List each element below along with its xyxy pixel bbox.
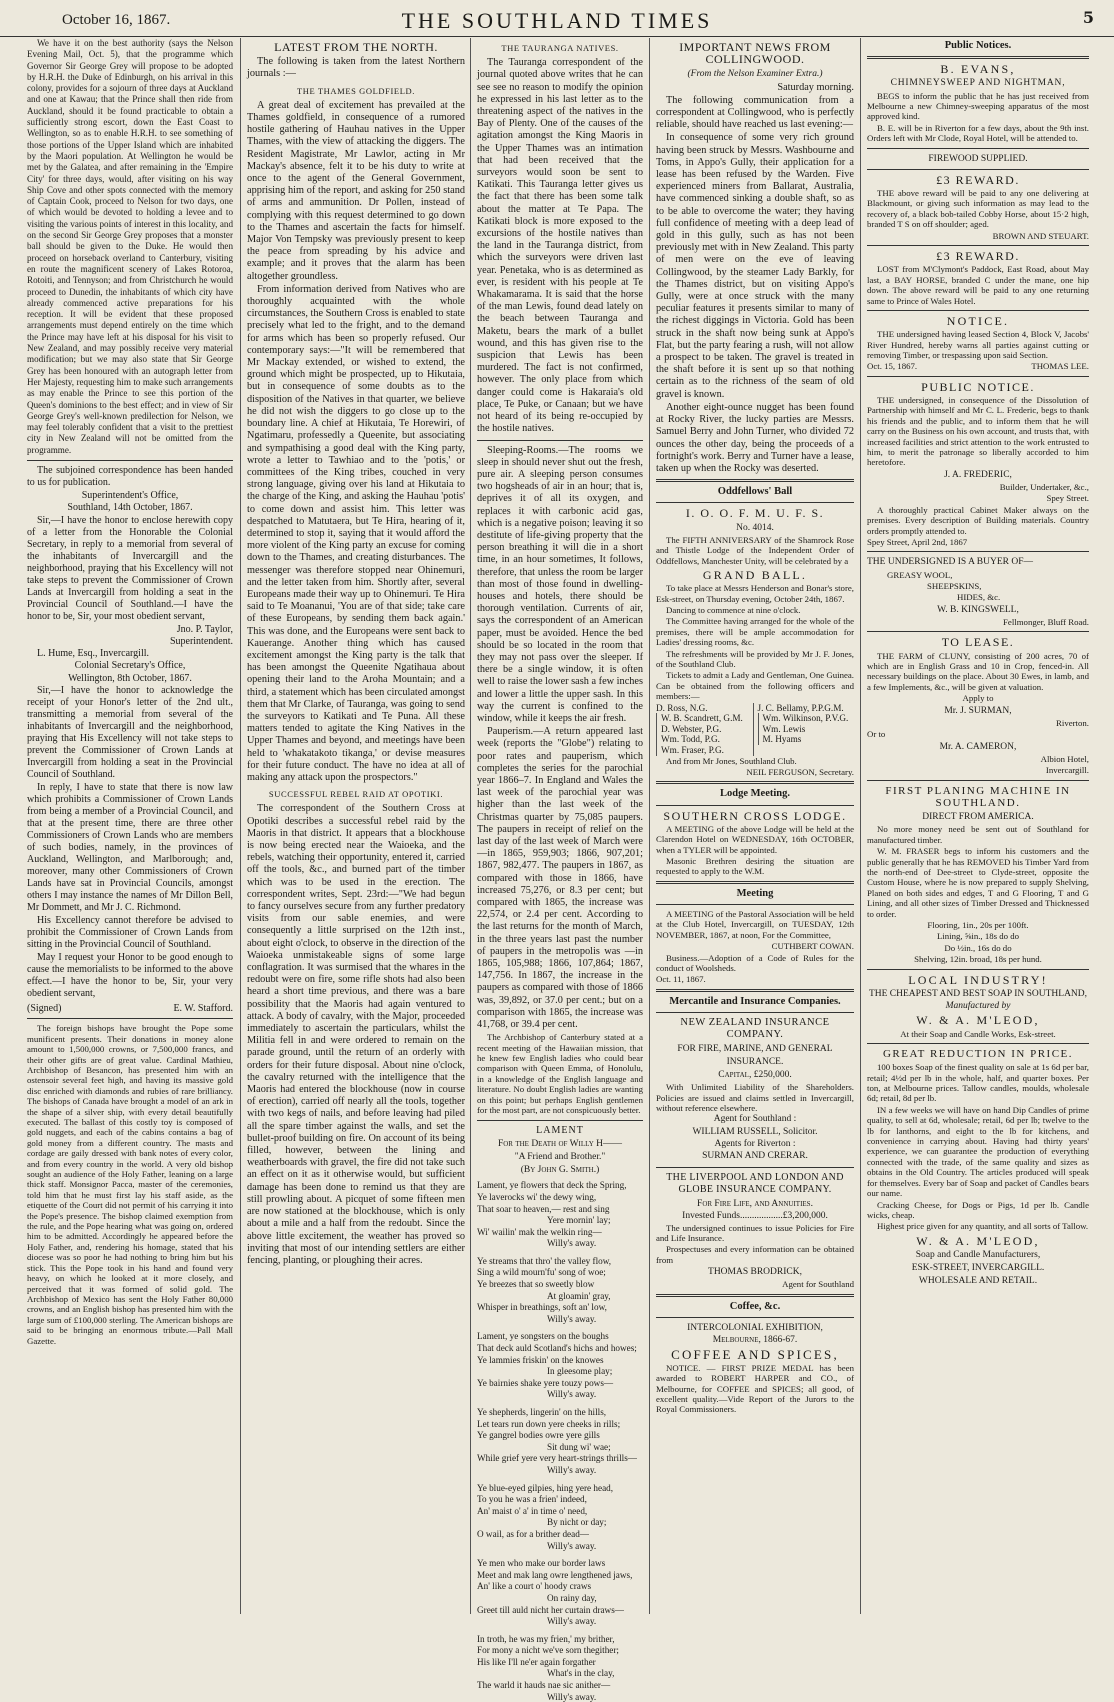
divider — [656, 881, 854, 884]
poem-line: At gloamin' gray, — [547, 1290, 611, 1301]
nz-agents2-name: SURMAN AND CRERAR. — [702, 1151, 808, 1162]
letter2-office: Colonial Secretary's Office, — [74, 660, 186, 672]
buyer-item: GREASY WOOL, — [887, 569, 953, 580]
divider — [477, 1120, 643, 1121]
nz-agent-label: Agent for Southland : — [713, 1114, 797, 1125]
cameron-name: Mr. A. CAMERON, — [939, 741, 1017, 752]
latest-north-heading: LATEST FROM THE NORTH. — [274, 40, 438, 54]
letter2-signature — [27, 1003, 233, 1014]
poem-line: To you he was a frien' indeed, — [477, 1494, 587, 1505]
stanza-gap — [477, 1401, 643, 1406]
meeting-banner: Meeting — [736, 887, 774, 899]
ball-tickets: Tickets to admit a Lady and Gentleman, One Guinea. Can be obtained from the following officers and members:— — [656, 670, 854, 702]
poem-line: Ye laverocks wi' the dewy wing, — [477, 1191, 597, 1202]
nz-agent-name: WILLIAM RUSSELL, Solicitor. — [692, 1126, 818, 1137]
meeting-signature: CUTHBERT COWAN. — [771, 941, 854, 952]
thames-para-2: From information derived from Natives who are thoroughly acquainted with the whole circumstances, the Southern Cross is enabled to state precisely what led to the fright, and to the demand for arms which has been so properly refused. Our contemporary says:—"It will be remembered that Mr Mackay extended, or wished to extend, the ground which might be prospected, up to Hikutaia, but in consequence of some doubts as to the disposition of the Natives in that quarter, we believe he did not wish the diggers to go close up to the boundary line. A chief at Hikutaia, Te Horewiri, of Ngatimaru, professedly a Queenite, but associating and sympathising a good deal with the King party, wrote a letter to Tawhiao and to the 'potis,' or committees of the King tribes, couched in very strong language, giving over his land at Hikutaia to the charge of the King, and asking the Hauhau 'potis' to come down and assist him. This letter was despatched to Matutaera, but Te Hira, hearing of it, determined to stop it, saying that it would afford the more violent of the King party an excuse for coming down to the Thames, and creating disturbances. The messenger was therefore stopped near Ohinemuri, and the letter taken from him. Shortly after, several Europeans made their way up to Ohinemuri. Te Hira said to Te Moananui, 'You are of that side; take care of these Europeans, by sending them back again.' This was done, and the Europeans were sent back to Kauerange. Another thing which has caused excitement amongst the King party is the talk that has been amongst the Queenite Ngatihaua about opening their land to the Aroha Mountain; and a third, a statement which has been circulated amongst them that Mr Clarke, of Tauranga, was going to send the surveyors to Katikati and Te Puna. All these matters tended to agitate the King Natives in the Upper Thames and beyond, and meetings have been held to 'whakatakoto tikanga,' or devise measures for their future conduct. The have no idea at all of making any attack upon the prospectors." — [247, 283, 465, 783]
divider — [867, 631, 1089, 632]
issue-date: October 16, 1867. — [62, 12, 171, 28]
meeting-date: Oct. 11, 1867. — [656, 974, 706, 985]
liverpool-agent-role: Agent for Southland — [782, 1279, 854, 1290]
poem-line: Wi' wailin' mak the welkin ring— — [477, 1226, 602, 1237]
insurance-banner: Mercantile and Insurance Companies. — [669, 995, 841, 1007]
officer: J. C. Bellamy, P.P.G.M. — [757, 702, 844, 713]
public-notice-date: Spey Street, April 2nd, 1867 — [867, 537, 968, 548]
lodge-banner: Lodge Meeting. — [720, 788, 790, 800]
poem-line: An' like a court o' hoody craws — [477, 1581, 592, 1592]
poem-line: Ye shepherds, lingerin' on the hills, — [477, 1407, 607, 1417]
ball-rooms: The Committee having arranged for the whole of the premises, there will be ample accommodation for Ladies' dressing rooms, &c. — [656, 616, 854, 648]
poem-line: Let tears run down yere cheeks in rills; — [477, 1418, 621, 1429]
kingswell-role: Fellmonger, Bluff Road. — [1003, 617, 1089, 628]
poem-line: Ye men who make our border laws — [477, 1558, 606, 1569]
divider — [656, 1317, 854, 1318]
notice-title: NOTICE. — [946, 313, 1010, 328]
poem-line: By nicht or day; — [547, 1517, 607, 1528]
stanza-gap — [477, 1250, 643, 1255]
collingwood-p2: In consequence of some very rich ground having been struck by Messrs. Washbourne and Toms, in Appo's Gully, their application for a lease has been refused by the Warden. Five experienced miners from Ballarat, Australia, have commenced sinking a double shaft, so as to be able to overcome the water; they having full confidence of meeting with a deep lead of gold in this gully, such as has not been previously met with in New Zealand. This party of men were on the eve of leaving Collingwood, by the steamer Lady Barkly, for the Thames district, but on visiting Appo's Gully, were at once struck with the many peculiar features it presents similar to many of the richest diggings in Victoria. Gold has been struck in the shaft now being sunk at Appo's Flat, but the party fearing a rush, will not allow a prospect to be taken. The gravel is treated in the shaft before it is sent up so that nothing certain as to the richness of the seam of old gravel is known. — [656, 132, 854, 400]
lodge-notice: A MEETING of the above Lodge will be held at the Clarendon Hotel on WEDNESDAY, 16th OCTOBER, when a TYLER will be appointed. — [656, 823, 854, 855]
poem-refrain: Willy's away. — [547, 1616, 597, 1627]
letter1-body: Sir,—I have the honor to enclose herewith copy of a letter from the Honorable the Colonial Secretary, in reply to a memorial from several of the inhabitants of Invercargill and the neighborhood, praying that his Excellency will not take steps to prevent the Commissioner of Crown Lands at Invercargill from holding a seat in the Provincial Council of Southland.—I have the honor to be, Sir, your most obedient servant, — [27, 514, 233, 622]
evans-riverton: B. E. will be in Riverton for a few days, about the 9th inst. Orders left with Mr Clode, Royal Hotel, will be attended to. — [867, 122, 1089, 144]
reward2-notice: LOST from M'Clymont's Paddock, East Road, about May last, a BAY HORSE, branded C under the mane, one hip down. The above reward will be paid to any one returning same to Prince of Wales Hotel. — [867, 264, 1089, 306]
poem-line: Ye bairnies shake yere touzy pows— — [477, 1377, 614, 1388]
divider — [656, 479, 854, 482]
final-role: Soap and Candle Manufacturers, — [915, 1249, 1041, 1260]
officer: D. Webster, P.G. — [656, 724, 753, 735]
column-2 — [240, 38, 468, 1614]
officers-list — [656, 703, 854, 756]
poem-line: In troth, he was my frien,' my brither, — [477, 1633, 615, 1644]
price-line: Do ½in., 16s do do — [944, 942, 1012, 953]
poem-line: Yere mornin' lay; — [547, 1215, 611, 1226]
tallow-notice: Highest price given for any quantity, and all sorts of Tallow. — [877, 1221, 1089, 1232]
pauperism-article: Pauperism.—A return appeared last week (reports the "Globe") relating to poor rates and pauperism, which completes the series for the parochial year 1866–7. In England and Wales the last week of the parochial year was higher than the last week of the Christmas quarter by 75,085 paupers. The paupers in receipt of relief on the last day of the last week of March were—in 1865, 959,903; 1866, 907,201; 1867, 982,477. The paupers in 1867, as compared with those in 1866, have increased 75,276, or 8.3 per cent; but compared with 1865, the increase was 22,574, or 2.4 per cent. According to the last returns for the month of March, in the three years last past the number of paupers in the metropolis was —in 1865, 105,988; 1866, 107,864; 1867, 147,756. In 1867, the increase in the paupers as compared with those of 1866 was, 39,892, or 37.0 per cent.; but on a comparison with 1865, the increase was 41,768, or 39.4 per cent. — [477, 726, 643, 1031]
ball-time: Dancing to commence at nine o'clock. — [666, 604, 801, 615]
collingwood-p3: Another eight-ounce nugget has been found at Rocky River, the lucky parties are Messrs. Samuel Berry and John Turner, who divided 72 ounces the other day, being the proceeds of a fortnight's work. Berry and Turner have a lease, taken up when the Rocky was deserted. — [656, 401, 854, 474]
poem-line: For mony a nicht we've sorn thegither; — [477, 1645, 619, 1656]
evans-notice: BEGS to inform the public that he has just received from Melbourne a new Chimney-sweeping apparatus of the most approved kind. — [867, 90, 1089, 122]
officer: M. Hyams — [758, 734, 855, 745]
collingwood-source: (From the Nelson Examiner Extra.) — [687, 69, 823, 80]
liverpool-sub: For Fire Life, and Annuities. — [697, 1198, 813, 1209]
liverpool-title: THE LIVERPOOL AND LONDON AND GLOBE INSURANCE COMPANY. — [666, 1171, 844, 1195]
poem-line: Ye blue-eyed gilpies, hing yere head, — [477, 1482, 614, 1493]
ball-venue: To take place at Messrs Henderson and Bonar's store, Esk-street, on Thursday evening, October 24th, 1867. — [656, 583, 854, 604]
poem-line: While grief yere very heart-strings thrills— — [477, 1453, 637, 1464]
surman-name: Mr. J. SURMAN, — [944, 705, 1012, 716]
poem-refrain: Willy's away. — [547, 1313, 597, 1324]
divider — [656, 781, 854, 784]
officer: Wm. Fraser, P.G. — [656, 745, 753, 756]
divider — [867, 1043, 1089, 1044]
kingswell-name: W. B. KINGSWELL, — [937, 604, 1019, 615]
poem-line: O wail, as for a brither dead— — [477, 1528, 589, 1539]
divider — [867, 310, 1089, 311]
stanza-gap — [477, 1477, 643, 1482]
divider — [477, 440, 643, 441]
public-notices-banner: Public Notices. — [944, 40, 1012, 51]
frederic-place: Spey Street. — [1046, 493, 1089, 504]
poem-line: Ye lammies friskin' on the knowes — [477, 1354, 604, 1365]
poem-line: On rainy day, — [547, 1592, 597, 1603]
nz-insurance-terms: With Unlimited Liability of the Shareholders. Policies are issued and claims settled in Invercargill, without reference elsewhere. — [656, 1082, 854, 1113]
nz-agents2-label: Agents for Riverton : — [714, 1138, 796, 1149]
lament-title: LAMENT — [536, 1124, 584, 1136]
signed-label: (Signed) — [27, 1003, 62, 1015]
poem-line: Lament, ye flowers that deck the Spring, — [477, 1180, 627, 1191]
lament-dedication: For the Death of Willy H—— — [497, 1138, 623, 1149]
candles-notice: IN a few weeks we will have on hand Dip Candles of prime quality, to sell at 6d, wholesale; retail, 6d per lb; twelve to the lb for lanthorns, and eight to the lb for kitchens, and convenience in carrying about. Having had thirty years' experience, we can guarantee the production of everything connected with the trade, of the same quality and sizes as obtains in the Old Country. The articles produced will speak for themselves. Every bar of Soap and packet of Candles bears our name. — [867, 1104, 1089, 1199]
coffee-notice: NOTICE. — FIRST PRIZE MEDAL has been awarded to ROBERT HARPER and CO., of Melbourne, for COFFEE and SPICES; all good, of excellent quality.—Vide Report of the Jurors to the Royal Commissioners. — [656, 1362, 854, 1415]
divider — [27, 460, 233, 461]
cheese-notice: Cracking Cheese, for Dogs or Pigs, 1d per lb. Candle wicks, cheap. — [867, 1199, 1089, 1220]
local-industry-title: LOCAL INDUSTRY! — [908, 972, 1048, 987]
public-notice-title: PUBLIC NOTICE. — [921, 379, 1035, 394]
buyer-item: HIDES, &c. — [957, 592, 1001, 603]
letter2-body-b: In reply, I have to state that there is now law which prohibits a Commissioner of Crown Lands from being a member of a Provincial Council, and that at the present time, there are three other Commissioners of Crown Lands who are members of such bodies, namely, in the provinces of Auckland, Wellington, and Marlborough; and, moreover, many other Commissioners of Crown Lands have sat in Provincial Councils, amongst others I may instance the names of Mr Dillon Bell, Mr Dommett, and Mr J. C. Richmond. — [27, 782, 233, 914]
meeting-notice: A MEETING of the Pastoral Association will be held at the Club Hotel, Invercargill, on TUESDAY, 12th NOVEMBER, 1867, at noon, For the Committee, — [656, 909, 854, 940]
evans-subtitle: CHIMNEYSWEEP AND NIGHTMAN, — [890, 78, 1066, 89]
collingwood-p1: The following communication from a correspondent at Collingwood, who is perfectly reliable, should have reached us last evening:— — [656, 94, 854, 131]
great-reduction-title: GREAT REDUCTION IN PRICE. — [882, 1048, 1074, 1061]
lodge-notice-2: Masonic Brethren desiring the situation are requested to apply to the W.M. — [656, 856, 854, 877]
reward1-notice: THE above reward will be paid to any one delivering at Blackmount, or giving such information as may lead to the recovery of, a black bob-tailed Cobby Horse, about 15·2 high, branded T S on off shoulder; aged. — [867, 188, 1089, 230]
frederic-role: Builder, Undertaker, &c., — [999, 481, 1089, 492]
officers-left — [656, 703, 753, 756]
officer: Wm. Wilkinson, P.V.G. — [758, 713, 855, 724]
masthead — [0, 0, 1114, 37]
liverpool-agent-name: THOMAS BRODRICK, — [708, 1267, 802, 1278]
divider — [867, 780, 1089, 781]
column-5 — [860, 38, 1092, 1614]
bishops-article: The foreign bishops have brought the Pope some munificent presents. Their donations in money alone amount to 1,500,000 crowns, or 7,500,000 francs, and their other gifts are of great value. Cardinal Mathieu, Archbishop of Besancon, has presented him with an ostensoir several feet high, and having its massive gold disc enriched with diamonds and rubies of rare brilliancy. The bishops of Canada have brought a model of an ark in the shape of a silver ship, with every detail beautifully executed. The ballast of this costly toy is composed of gold nuggets, and each of the cabins contains a bag of gold money from a different country. The masts and cordage are gaily dressed with bank notes of every color, and from every country in the world. A very old bishop sought an audience of the Holy Father, leaning on a large thick staff. Monsignor Pacca, master of the ceremonies, told him that he must first lay his staff aside, as the etiquette of the Court did not permit of his carrying it into the Pope's presence. The bishop claimed exemption from the rule, and the Pope hearing what was going on, ordered him to be admitted. Accordingly he appeared before the Holy Father, and, rendering his homage, stated that his diocese was so poor he had nothing to bring him but his stick. This the Pope took in his hand and found very heavy, on which he looked at it more closely, and perceived that it was formed of solid gold. The Archbishop of Mexico has sent the Holy Father 80,000 crowns, and an English bishop has presented him with the large sum of £100,000 sterling. The American bishops are said to be bringing an enormous tribute.—Pall Mall Gazette. — [27, 1023, 233, 1346]
cameron-town: Invercargill. — [1045, 765, 1089, 776]
soap-title: THE CHEAPEST AND BEST SOAP IN SOUTHLAND, — [868, 988, 1088, 999]
divider — [656, 805, 854, 806]
exhibition-place: Melbourne, 1866-67. — [712, 1335, 798, 1346]
poem-line: Sit dung wi' wae; — [547, 1441, 611, 1452]
page-number: 5 — [1082, 8, 1094, 27]
notice-body: THE undersigned having leased Section 4, Block V, Jacobs' River Hundred, hereby warns all parties against cutting or removing Timber, or trespassing upon said Section. — [867, 329, 1089, 360]
thames-goldfield-subhead: THE THAMES GOLDFIELD. — [297, 85, 415, 96]
price-line: Lining, ⅝in., 18s do do — [936, 931, 1020, 942]
exhibition-title: INTERCOLONIAL EXHIBITION, — [687, 1322, 823, 1333]
notice-signature: THOMAS LEE. — [1031, 361, 1089, 372]
mcleod-name: W. & A. M'LEOD, — [916, 1013, 1040, 1028]
column-4 — [649, 38, 857, 1614]
nz-insurance-title: NEW ZEALAND INSURANCE COMPANY. — [680, 1017, 830, 1041]
coffee-spices-title: COFFEE AND SPICES, — [671, 1346, 839, 1362]
opotiki-para: The correspondent of the Southern Cross at Opotiki describes a successful rebel raid by the Maoris in that district. It appears that a blockhouse is now being erected near the Waioeka, and the rebels, watching their opportunity, entered it, carried off the tools, &c., and burned part of the timber which was to be used in the erection. The correspondent writes, Sept. 23rd:—"We had begun to fancy ourselves secure from any further predatory visits from our sable enemies, and were consequently a little surprised on the 12th inst., about eight o'clock, to observe in the direction of the Waioeka unmistakeable signs of some large conflagration. It was surmised that the whares in the redoubt were on fire, some rifle shots had also been heard a short time previous, and there was a bare possibility that the Maoris had again ventured to attack. A body of cavalry, with the Major, proceeded immediately to ascertain the particulars, whilst the Militia fell in and were ordered to remain on the parade ground, until the return of an orderly with orders for their future disposal. About nine o'clock, the cavalry returned with the intelligence that the Maoris had entered the blockhouse (now in course of erection), carried off nearly all the tools, together with two kegs of nails, and before leaving had piled all the spare timber against the walls, and set the bullet-proof building on fire. On account of its being filled, however, between the lining and weatherboards with gravel, the fire did not take such an effect on it as it otherwise would, but sufficient damage has been done to remind us that they are still prowling about. A picquet of some fifteen men are now stationed at the blockhouse, which is only about a mile and a half from the redoubt. Since the above little excitement, the weather has proved so inviting that most of our intending settlers are either fencing, planting, or ploughing their acres. — [247, 803, 465, 1266]
planing-subtitle: DIRECT FROM AMERICA. — [922, 812, 1034, 823]
letter1-signature-title: Superintendent. — [169, 635, 233, 647]
divider — [867, 969, 1089, 970]
liverpool-policies: The undersigned continues to issue Policies for Fire and Life Insurance. — [656, 1222, 854, 1243]
lease-or: Or to — [867, 729, 886, 740]
ball-notice: The FIFTH ANNIVERSARY of the Shamrock Rose and Thistle Lodge of the Independent Order of Oddfellows, Manchester Unity, will be celebrated by a — [656, 534, 854, 566]
officers-right — [753, 703, 855, 756]
price-line: Flooring, 1in., 20s per 100ft. — [927, 919, 1029, 930]
planing-notice: No more money need be sent out of Southland for manufactured timber. — [867, 824, 1089, 845]
divider — [27, 1018, 233, 1019]
final-mcleod-name: W. & A. M'LEOD, — [916, 1233, 1040, 1248]
divider — [656, 904, 854, 905]
public-notice-body: THE undersigned, in consequence of the Dissolution of Partnership with himself and Mr C. L. Frederic, begs to thank his friends and the public, and to inform them that he will carry on the Business on his own account, and trusts that, with increased facilities and strict attention to the work entrusted to him, to merit the patronage so liberally accorded to him heretofore. — [867, 394, 1089, 468]
liverpool-prospectus: Prospectuses and every information can be obtained from — [656, 1244, 854, 1265]
lease-apply: Apply to — [962, 693, 994, 704]
poem-line: His like I'll ne'er again forgather — [477, 1656, 596, 1667]
notice-footer — [867, 361, 1089, 371]
fraser-notice: W. M. FRASER begs to inform his customers and the public generally that he has REMOVED his Timber Yard from the north-end of Dee-street to Clyde-street, opposite the Custom House, where he is now prepared to supply Shelving, Planed on both sides and edges, T and G Flooring, T and G Lining, and all other sizes of Timber Dressed and Thicknessed to order. — [867, 846, 1089, 919]
firewood-supplied: FIREWOOD SUPPLIED. — [928, 153, 1028, 164]
cabinet-maker-notice: A thoroughly practical Cabinet Maker always on the premises. Every description of Building materials. Country orders promptly attended to. — [867, 504, 1089, 536]
stanza-gap — [477, 1552, 643, 1557]
poem-line: Meet and mak lang owre lengthened jaws, — [477, 1569, 633, 1580]
royal-visit-article: We have it on the best authority (says the Nelson Evening Mail, Oct. 5), that the programme which Governor Sir George Grey will propose to be adopted by H.R.H. the Duke of Edinburgh, on his arrival in this colony, provides for a sojourn of three days at Auckland and one at Kawau; that the Prince shall then ride from Auckland, should it be found practicable to obtain a sufficiently strong escort, down the East Coast to Wellington, so as to enable H.R.H. to see something of those portions of the Upper Island which are inhabited by the Maori population. At Wellington he would be met by the Galatea, and after remaining in the 'Empire City' for three days, would, after visiting on his way Ship Cove and other spots connected with the memory of Captain Cook, proceed to Nelson for two days, one of which would be devoted to holding a levee and to visiting the various points of interest in this locality, and on the second Sir George Grey proposes that a monster ball should be given to the Duke. He would then proceed on horseback overland to Canterbury, visiting en route the magnificent scenery of Lakes Rotoroa, Rotoiti, and Tennyson; and from Christchurch he would proceed to Dunedin, the inhabitants of which city have already commenced active preparations for his reception. It will be evident that these proposed arrangements must depend entirely on the time which the Prince may have left at his disposal for his visit to New Zealand, and may possibly receive very material modification; but we may also state that Sir George Grey has been honoured with an autograph letter from Her Majesty, requesting him to make such arrangements as may enable the Prince to see this portion of the Queen's dominions to the best effect; and in view of Sir George Grey's well-known predilection for Nelson, we may feel tolerably confident that a visit to the prettiest city in New Zealand will not be omitted from the programme. — [27, 38, 233, 455]
poem-line: Lament, ye songsters on the boughs — [477, 1331, 609, 1342]
stanza-gap — [477, 1325, 643, 1330]
nz-insurance-sub: FOR FIRE, MARINE, AND GENERAL INSURANCE. — [677, 1044, 833, 1067]
poem-line: Ye breezes that so sweetly blow — [477, 1279, 595, 1290]
ball-jones: And from Mr Jones, Southland Club. — [666, 755, 797, 766]
surman-place: Riverton. — [1056, 717, 1089, 728]
letter1-signature: Jno. P. Taylor, — [176, 623, 233, 635]
tauranga-para: The Tauranga correspondent of the journal quoted above writes that he can see see no reason to modify the opinion he expressed in his last letter as to the threatening aspect of the natives in the Bay of Plenty. One of the causes of the agitation amongst the King Maoris in the Upper Thames was an intimation that had been received that the surveyors would soon be sent to Katikati. This Tauranga letter gives us the fact that there has been some talk about the matter at Te Papa. The Katikati block is more exposed to the excursions of the hostile natives than the land in the Tauranga district, from which the surveyors were driven last year. Penetaka, who is as determined as ever, is resident with his people at Te Whakamarama. It is said that the horse of the man Lewis, found dead lately on the beach between Tauranga and Maketu, bears the mark of a bullet wound, and this has given rise to the suspicion that Lewis has been murdered. The fact is not confirmed, however. The only place from which danger could come is Hakaraia's old place, Te Puke, or Canaan; but we have not heard of its being re-occupied by the hostile natives. — [477, 57, 643, 435]
divider — [656, 1012, 854, 1013]
poem-line: That deck auld Scotland's hichs and howes; — [477, 1343, 637, 1354]
poem-line: Sing a wild mourn'fu' song of woe; — [477, 1267, 606, 1278]
officer: Wm. Lewis — [758, 724, 855, 735]
letter1-addressee: L. Hume, Esq., Invercargill. — [37, 648, 150, 660]
poem-refrain: Willy's away. — [547, 1389, 597, 1400]
poem-line: Greet till auld nicht her curtain draws— — [477, 1604, 624, 1615]
soap-by: Manufactured by — [945, 1001, 1011, 1012]
coffee-banner: Coffee, &c. — [729, 1300, 781, 1312]
correspondence-intro: The subjoined correspondence has been handed to us for publication. — [27, 464, 233, 488]
lament-author: (By John G. Smith.) — [520, 1165, 600, 1176]
letter1-office: Superintendent's Office, — [81, 489, 179, 501]
column-3 — [470, 38, 646, 1702]
signed-name: E. W. Stafford. — [173, 1003, 233, 1015]
grand-ball-title: GRAND BALL. — [702, 567, 808, 582]
tauranga-subhead: THE TAURANGA NATIVES. — [501, 43, 619, 53]
lease-title: TO LEASE. — [941, 635, 1015, 650]
divider — [867, 551, 1089, 552]
poem-line: In gleesome play; — [547, 1366, 613, 1377]
buyer-item: SHEEPSKINS, — [927, 581, 982, 592]
latest-north-intro: The following is taken from the latest Northern journals :— — [247, 56, 465, 80]
officer: Wm. Todd, P.G. — [656, 734, 753, 745]
archbishop-article: The Archbishop of Canterbury stated at a recent meeting of the Hawaiian mission, that he knew few English ladies who could bear comparison with Queen Emma, of Honolulu, in a knowledge of the English language and literature. No doubt English ladies are wanting on this point; but perhaps English gentlemen for the most part, are not conspicuously better. — [477, 1032, 643, 1116]
collingwood-day: Saturday morning. — [777, 81, 854, 93]
column-1 — [24, 38, 236, 1614]
divider — [656, 1294, 854, 1297]
divider — [867, 148, 1089, 149]
poem-line: What's in the clay, — [547, 1668, 615, 1679]
ball-refreshments: The refreshments will be provided by Mr J. F. Jones, of the Southland Club. — [656, 648, 854, 669]
ball-secretary: NEIL FERGUSON, Secretary. — [746, 766, 854, 777]
frederic-name: J. A. FREDERIC, — [944, 469, 1012, 480]
lament-poem — [477, 1180, 643, 1702]
letter2-body-c: His Excellency cannot therefore be advised to prohibit the Commissioner of Crown Lands from sitting in the Provincial Council of Southland. — [27, 915, 233, 951]
final-tag: WHOLESALE AND RETAIL. — [918, 1276, 1038, 1287]
divider — [867, 376, 1089, 377]
meeting-business: Business.—Adoption of a Code of Rules for the conduct of Woolsheds. — [656, 952, 854, 974]
evans-title: B. EVANS, — [940, 62, 1016, 77]
price-line: Shelving, 12in. broad, 18s per hund. — [914, 954, 1042, 965]
officer: D. Ross, N.G. — [656, 702, 708, 713]
stanza-gap — [477, 1628, 643, 1633]
opotiki-raid-subhead: SUCCESSFUL REBEL RAID AT OPOTIKI. — [268, 789, 444, 800]
letter2-body-d: May I request your Honor to be good enough to cause the memorialists to be informed to the above effect.—I have the honor to be, Sir, your very obedient servant, — [27, 952, 233, 1000]
poem-line: An' maist o' a' in time o' need, — [477, 1505, 588, 1516]
poem-line: Whisper in breathings, soft an' low, — [477, 1302, 607, 1313]
liverpool-funds: Invested Funds..................£3,200,000. — [682, 1211, 828, 1222]
poem-refrain: Willy's away. — [547, 1464, 597, 1475]
divider — [656, 1167, 854, 1168]
final-place: ESK-STREET, INVERCARGILL. — [911, 1263, 1045, 1274]
southern-cross-title: SOUTHERN CROSS LODGE. — [663, 808, 847, 823]
poem-refrain: Willy's away. — [547, 1691, 597, 1702]
newspaper-title: THE SOUTHLAND TIMES — [401, 8, 713, 33]
lease-notice: THE FARM of CLUNY, consisting of 200 acres, 70 of which are in English Grass and 10 in Crop, fenced-in. All necessary buildings on the place. About 30 Ewes, in lamb, and a few Implements, &c., will be given at valuation. — [867, 650, 1089, 692]
poem-line: Ye gangrel bodies owre yere gills — [477, 1430, 600, 1441]
poem-line: That soar to heaven,— rest and sing — [477, 1203, 610, 1214]
poem-line: The warld it hauds nae sic anither— — [477, 1680, 611, 1691]
cameron-hotel: Albion Hotel, — [1040, 753, 1089, 764]
divider — [867, 169, 1089, 170]
buyer-title: THE UNDERSIGNED IS A BUYER OF— — [867, 557, 1033, 568]
reward1-title: £3 REWARD. — [936, 172, 1020, 187]
divider — [867, 245, 1089, 246]
letter2-body-a: Sir,—I have the honor to acknowledge the receipt of your Honor's letter of the 2nd ult., transmitting a memorial from several of the inhabitants of Invercargill and the neighborhood, praying that His Excellency will not take steps to prevent the Commissioner of Crown Lands at Invercargill from holding a seat in the Provincial Council of Southland. — [27, 685, 233, 781]
officer: W. B. Scandrett, G.M. — [656, 713, 753, 724]
planing-title: FIRST PLANING MACHINE IN SOUTHLAND. — [885, 784, 1071, 809]
reward1-signature: BROWN AND STEUART. — [992, 230, 1089, 241]
poem-line: Ye streams that thro' the valley flow, — [477, 1255, 612, 1266]
poem-refrain: Willy's away. — [547, 1238, 597, 1249]
soap-works: At their Soap and Candle Works, Esk-street. — [900, 1028, 1056, 1039]
letter1-date: Southland, 14th October, 1867. — [67, 502, 193, 514]
divider — [867, 56, 1089, 59]
poem-refrain: Willy's away. — [547, 1540, 597, 1551]
reward2-title: £3 REWARD. — [936, 249, 1020, 264]
thames-para-1: A great deal of excitement has prevailed at the Thames goldfield, in consequence of a rumored hostile gathering of Hauhau natives in the Upper Thames, with the view of attacking the diggers. The Resident Magistrate, Mr Lawlor, acting in Mr Mackay's absence, felt it to be his duty to write at once to the agent of the General Government, apprising him of the report, and asking for 250 stand of arms and ammunition. Dr Pollen, instead of complying with this request determined to go down to the Thames and ascertain the facts for himself. Major Von Tempsky was previously present to keep the peace from spreading by his advice and example; and it proves that the alarm has been altogether groundless. — [247, 99, 465, 282]
notice-date: Oct. 15, 1867. — [867, 361, 918, 372]
soap-prices: 100 boxes Soap of the finest quality on sale at 1s 6d per bar, retail; 4½d per lb in the whole, half, and quarter boxes. Per ton, at Melbourne prices. Tallow candles, moulds, wholesale 6d; retail, 8d per lb. — [867, 1062, 1089, 1104]
nz-insurance-capital: Capital, £250,000. — [718, 1069, 792, 1080]
ioof-title: I. O. O. F. M. U. F. S. — [685, 506, 825, 521]
sleeping-rooms-article: Sleeping-Rooms.—The rooms we sleep in should never shut out the fresh, pure air. A sleeping person consumes two hogsheads of air in an hour; that is, deprives it of all its oxygen, and replaces it with carbonic acid gas, which is a negative poison; leaving it so destitute of life-giving property that the person breathing it will die in a short time, in an hour sometimes, It follows, therefore, that unless the room be larger than most of those found in dwelling-houses and hotels, there should be thorough ventilation. Currents of air, says the correspondent of an American paper, must be avoided. Hence the bed should be so located in the room that they may not pass over the sleeper. If there be a single window, it is often well to raise the lower sash a few inches and lower a little the upper sash. In this way the current is confined to the window, while it keeps the air fresh. — [477, 444, 643, 724]
ioof-number: No. 4014. — [736, 522, 774, 533]
oddfellows-banner: Oddfellows' Ball — [717, 486, 793, 498]
letter2-date: Wellington, 8th October, 1867. — [68, 672, 192, 684]
divider — [656, 989, 854, 992]
divider — [656, 502, 854, 503]
collingwood-heading: IMPORTANT NEWS FROM COLLINGWOOD. — [679, 40, 831, 67]
lament-friend: "A Friend and Brother." — [514, 1151, 606, 1162]
